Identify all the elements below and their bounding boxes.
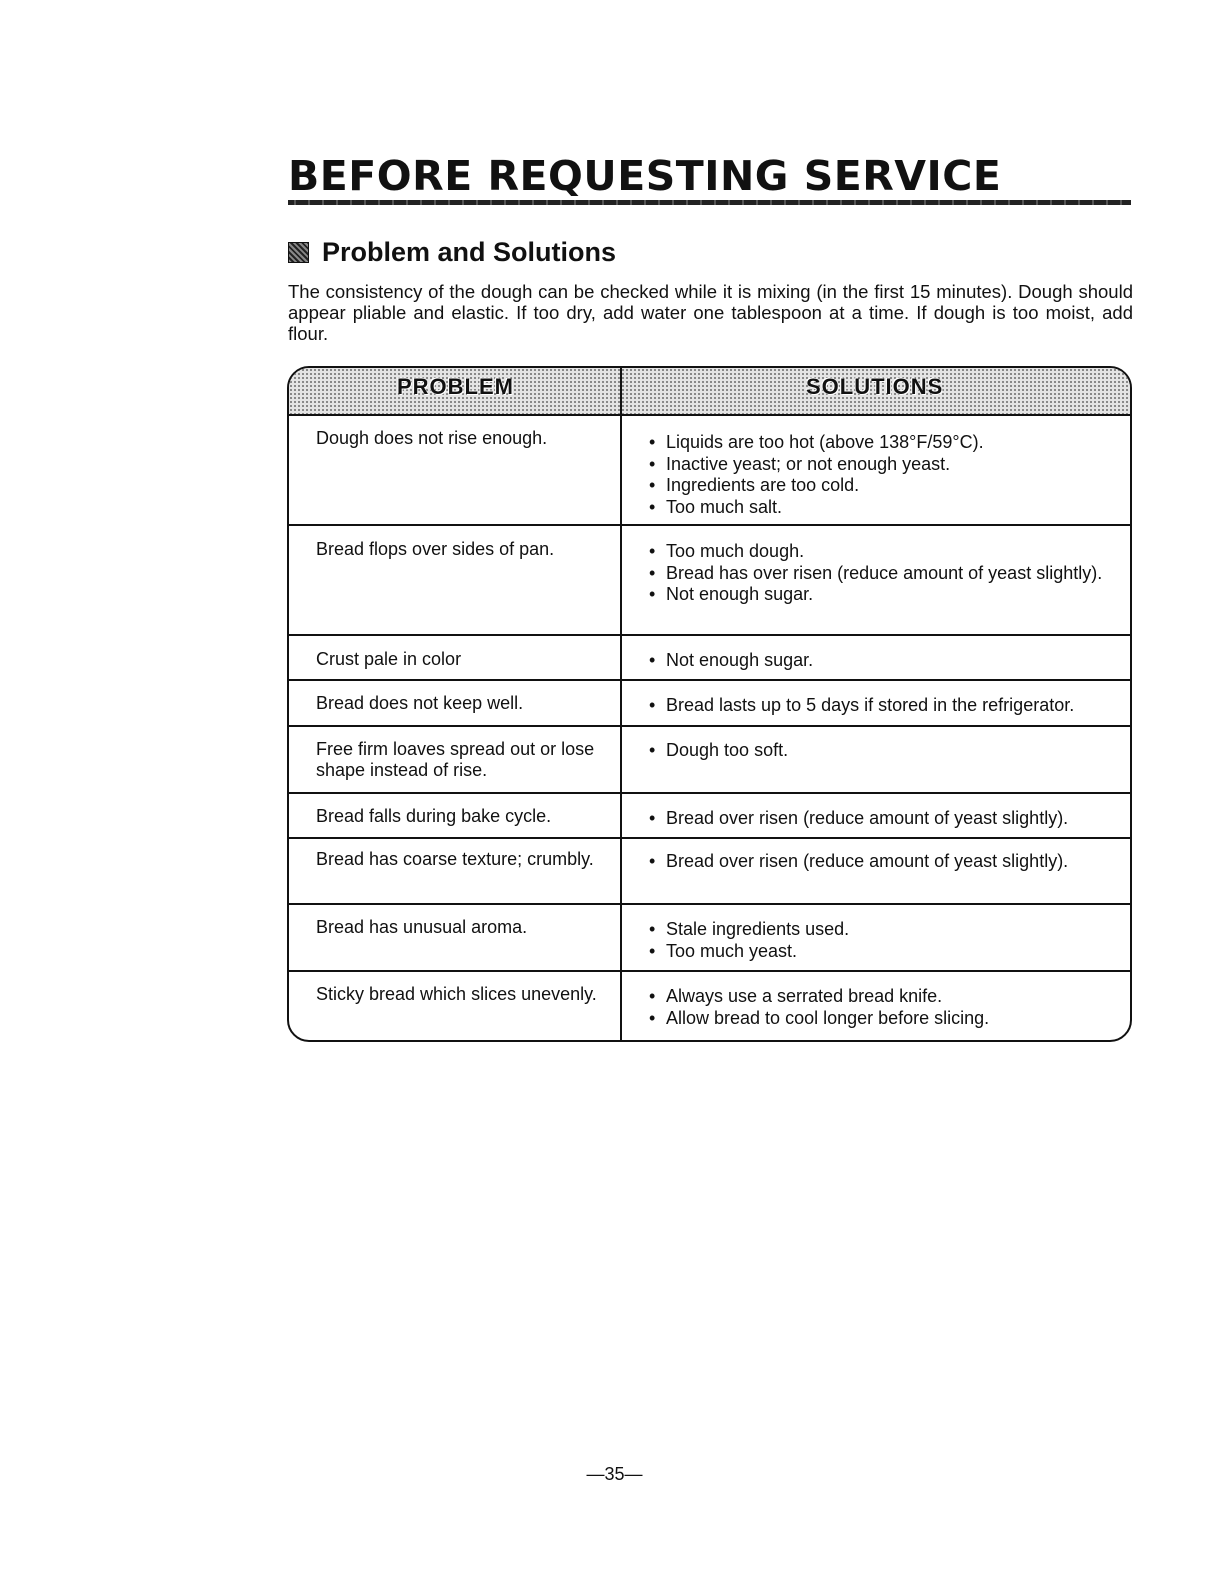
solution-item: • Liquids are too hot (above 138°F/59°C).	[649, 432, 1119, 454]
section-heading	[288, 237, 616, 268]
problem-solutions-table	[287, 366, 1132, 1042]
section-heading-text: Problem and Solutions	[322, 237, 617, 267]
solution-item: • Too much salt.	[649, 497, 1119, 519]
intro-paragraph: The consistency of the dough can be checked while it is mixing (in the first 15 minutes). Dough should appear pliable and elastic. If too dry, add water one tablespoon at a time. If dough is too moist, add flour.	[288, 281, 1133, 344]
table-row	[289, 839, 1130, 905]
solution-list	[649, 695, 1119, 717]
solution-list	[649, 740, 1119, 762]
solution-list	[649, 432, 1119, 518]
page-title: BEFORE REQUESTING SERVICE	[288, 152, 1002, 200]
solution-list	[649, 851, 1119, 873]
solution-list	[649, 919, 1119, 962]
table-header	[289, 368, 1130, 416]
solution-item: • Not enough sugar.	[649, 650, 1119, 672]
header-problem: PROBLEM	[397, 374, 514, 399]
solution-item: • Always use a serrated bread knife.	[649, 986, 1119, 1008]
header-solutions: SOLUTIONS	[806, 374, 944, 399]
problem-cell: Sticky bread which slices unevenly.	[316, 984, 597, 1004]
solution-item: • Ingredients are too cold.	[649, 475, 1119, 497]
solution-item: • Inactive yeast; or not enough yeast.	[649, 454, 1119, 476]
solution-item: • Too much yeast.	[649, 941, 1119, 963]
problem-cell: Bread has coarse texture; crumbly.	[316, 849, 594, 869]
title-rule	[288, 200, 1131, 205]
solution-item: • Dough too soft.	[649, 740, 1119, 762]
solution-list	[649, 650, 1119, 672]
solution-item: • Bread over risen (reduce amount of yeast slightly).	[649, 808, 1119, 830]
problem-cell: Bread does not keep well.	[316, 693, 524, 713]
solution-list	[649, 541, 1119, 606]
square-bullet-icon	[288, 242, 309, 263]
table-row	[289, 636, 1130, 681]
table-row	[289, 681, 1130, 727]
solution-item: • Bread lasts up to 5 days if stored in the refrigerator.	[649, 695, 1119, 717]
solution-item: • Bread has over risen (reduce amount of yeast slightly).	[649, 563, 1119, 585]
problem-cell: Dough does not rise enough.	[316, 428, 548, 448]
problem-cell: Crust pale in color	[316, 649, 462, 669]
table-row	[289, 794, 1130, 839]
table-row	[289, 727, 1130, 794]
solution-item: • Too much dough.	[649, 541, 1119, 563]
table-row	[289, 526, 1130, 636]
solution-list	[649, 986, 1119, 1029]
problem-cell: Bread falls during bake cycle.	[316, 806, 552, 826]
problem-cell: Bread flops over sides of pan.	[316, 539, 555, 559]
solution-item: • Stale ingredients used.	[649, 919, 1119, 941]
solution-item: • Not enough sugar.	[649, 584, 1119, 606]
table-row	[289, 905, 1130, 972]
page-number: —35—	[586, 1464, 643, 1484]
table-row	[289, 416, 1130, 526]
table-row	[289, 972, 1130, 1042]
solution-list	[649, 808, 1119, 830]
solution-item: • Allow bread to cool longer before slicing.	[649, 1008, 1119, 1030]
problem-cell: Free firm loaves spread out or lose shape instead of rise.	[316, 739, 595, 780]
solution-item: • Bread over risen (reduce amount of yeast slightly).	[649, 851, 1119, 873]
problem-cell: Bread has unusual aroma.	[316, 917, 528, 937]
